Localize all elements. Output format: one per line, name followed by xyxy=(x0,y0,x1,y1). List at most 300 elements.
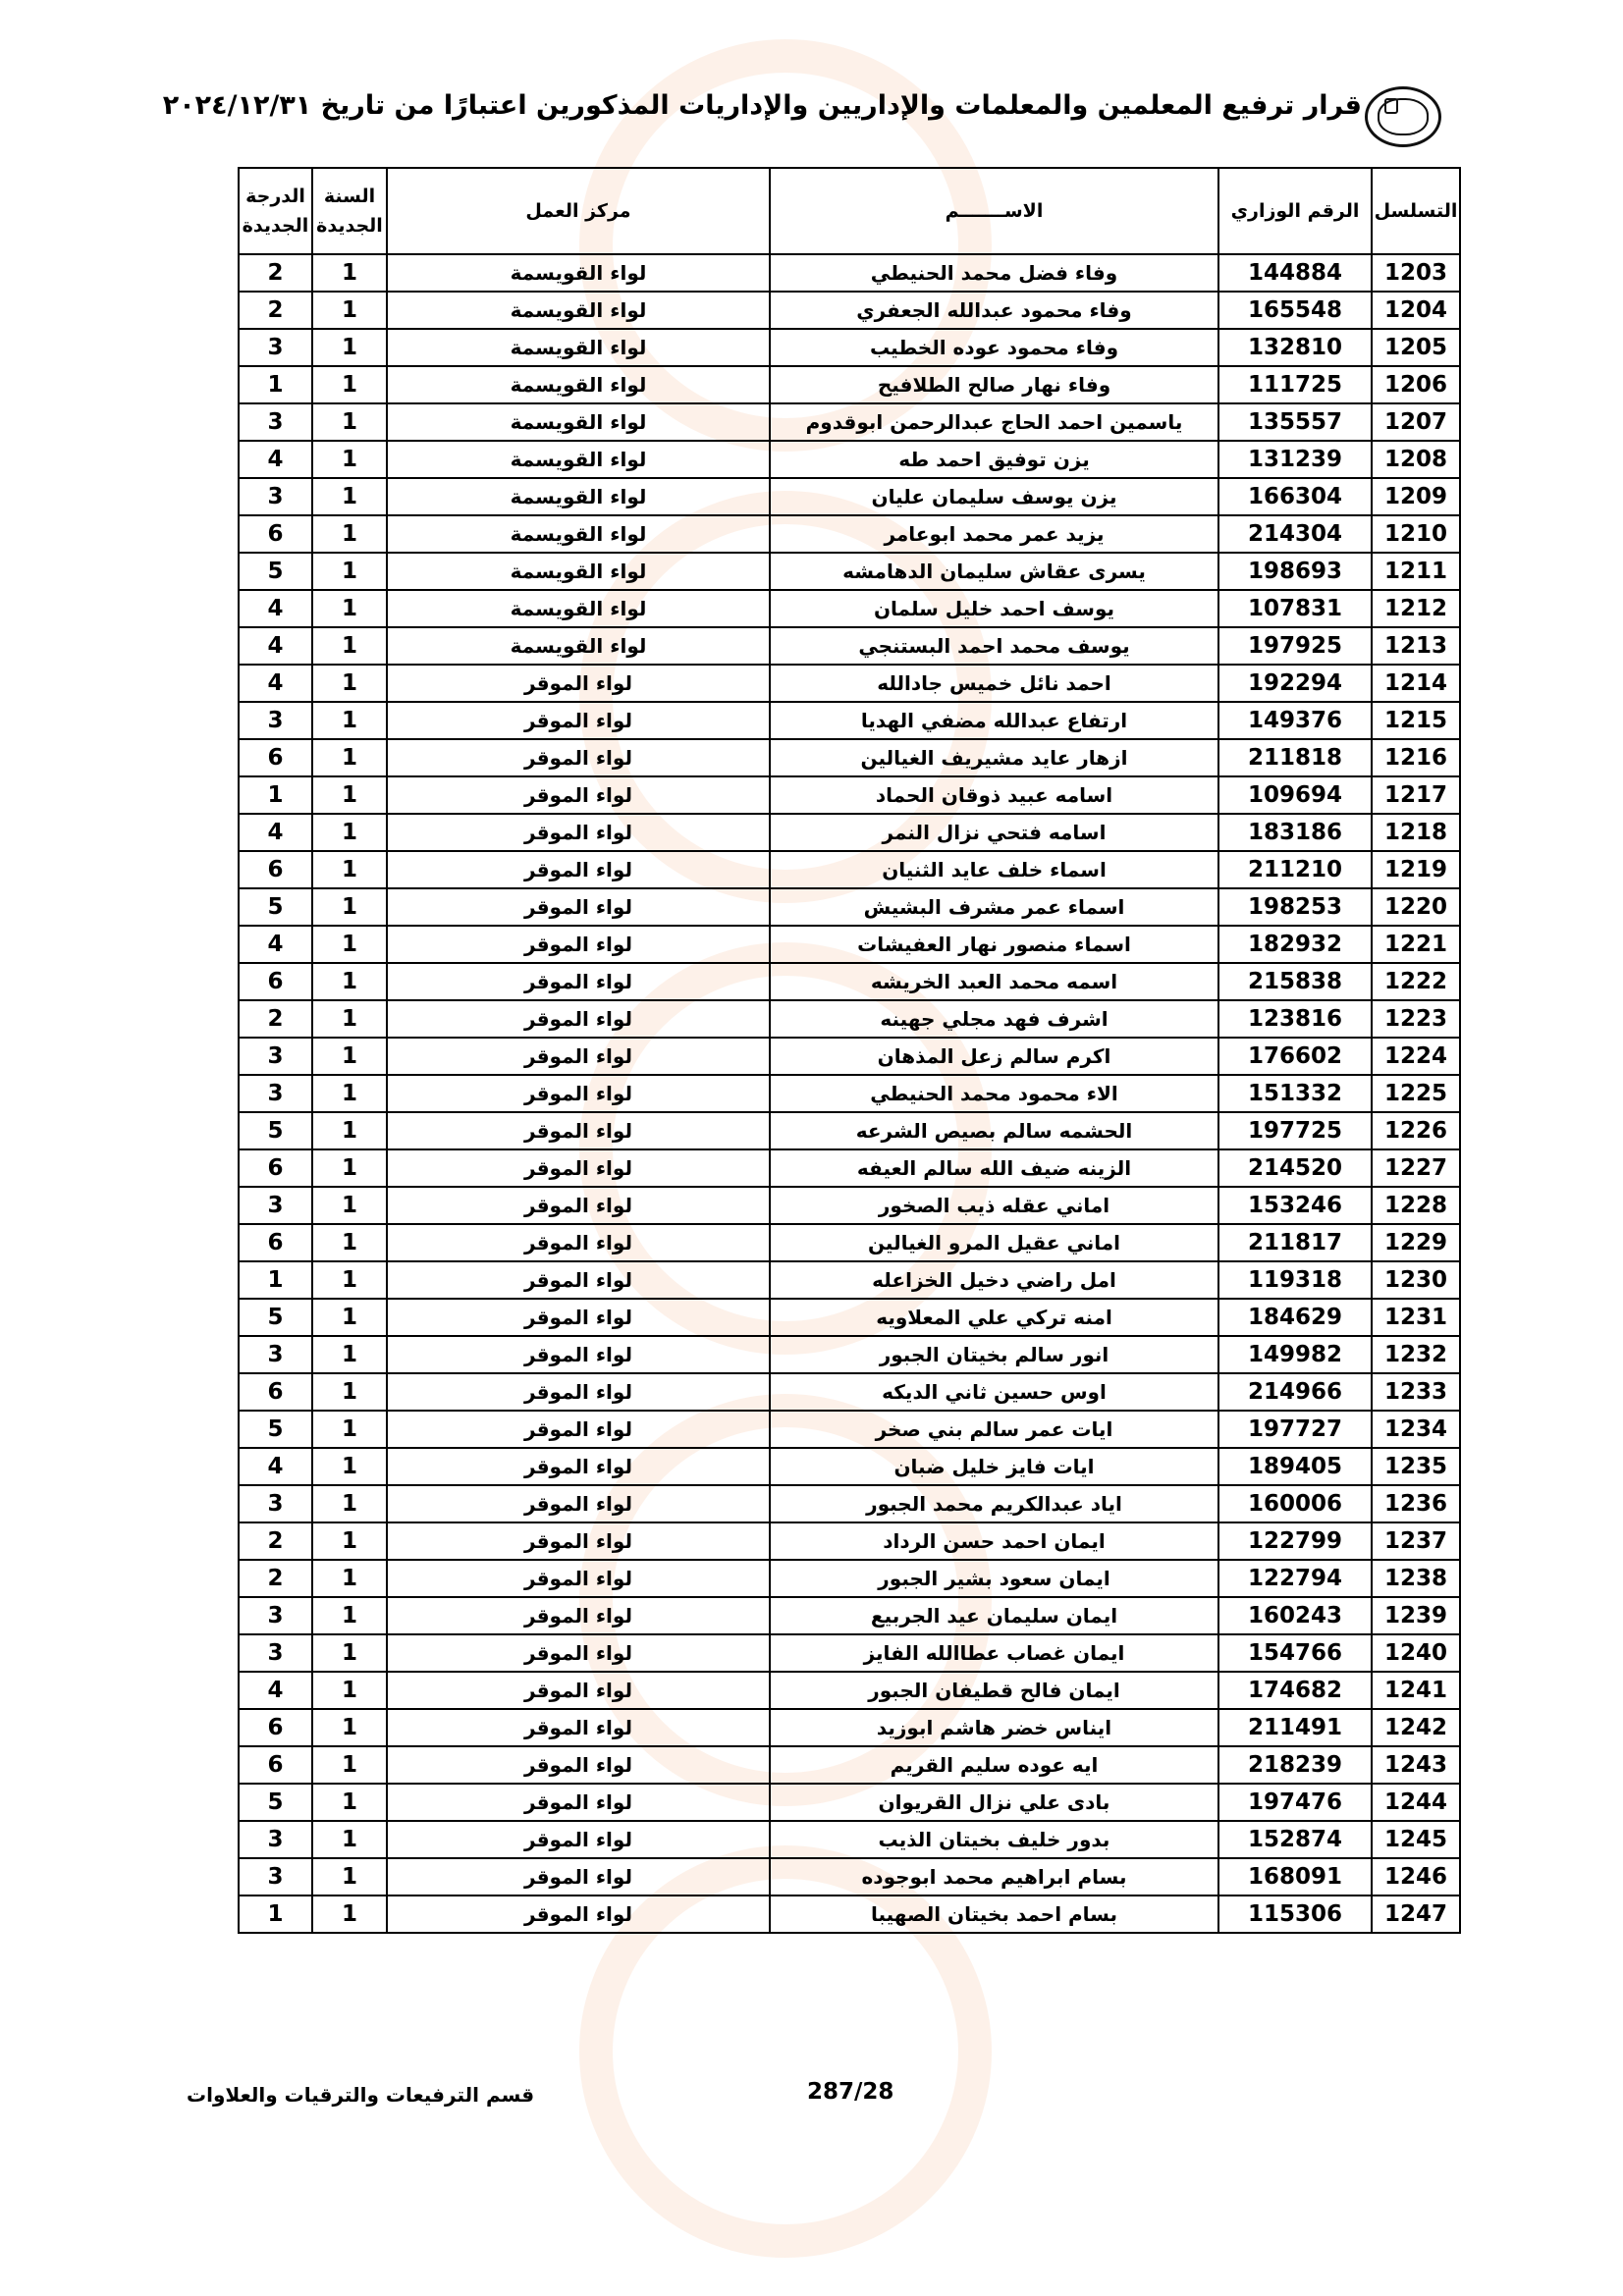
cell-serial: 1231 xyxy=(1372,1299,1460,1336)
cell-ministry-no: 132810 xyxy=(1218,329,1372,366)
table-row xyxy=(239,1075,1460,1112)
cell-name: اماني عقله ذيب الصخور xyxy=(770,1187,1218,1224)
cell-new-year: 1 xyxy=(312,1896,387,1933)
cell-workplace: لواء الموقر xyxy=(387,1000,770,1038)
cell-new-grade: 4 xyxy=(239,441,312,478)
cell-serial: 1239 xyxy=(1372,1597,1460,1634)
cell-workplace: لواء الموقر xyxy=(387,665,770,702)
cell-name: الزينه ضيف الله سالم العيفه xyxy=(770,1149,1218,1187)
cell-ministry-no: 214966 xyxy=(1218,1373,1372,1411)
cell-ministry-no: 109694 xyxy=(1218,776,1372,814)
cell-new-grade: 3 xyxy=(239,478,312,515)
cell-serial: 1226 xyxy=(1372,1112,1460,1149)
cell-ministry-no: 214304 xyxy=(1218,515,1372,553)
table-row xyxy=(239,1560,1460,1597)
cell-new-grade: 1 xyxy=(239,776,312,814)
table-row xyxy=(239,963,1460,1000)
cell-serial: 1229 xyxy=(1372,1224,1460,1261)
cell-name: امنه تركي علي المعلاويه xyxy=(770,1299,1218,1336)
cell-new-year: 1 xyxy=(312,1000,387,1038)
cell-name: بادى علي نزال القريوان xyxy=(770,1784,1218,1821)
cell-serial: 1245 xyxy=(1372,1821,1460,1858)
cell-name: ايمان سليمان عيد الجربيع xyxy=(770,1597,1218,1634)
cell-name: يزن توفيق احمد طه xyxy=(770,441,1218,478)
table-row xyxy=(239,329,1460,366)
cell-new-grade: 3 xyxy=(239,403,312,441)
col-header-workplace: مركز العمل xyxy=(387,168,770,254)
cell-workplace: لواء القويسمة xyxy=(387,441,770,478)
col-header-ministry-no: الرقم الوزاري xyxy=(1218,168,1372,254)
cell-name: ياسمين احمد الحاج عبدالرحمن ابوقدوم xyxy=(770,403,1218,441)
cell-new-grade: 6 xyxy=(239,851,312,888)
table-row xyxy=(239,553,1460,590)
table-row xyxy=(239,254,1460,292)
cell-new-grade: 6 xyxy=(239,739,312,776)
cell-workplace: لواء الموقر xyxy=(387,1149,770,1187)
cell-new-year: 1 xyxy=(312,590,387,627)
cell-serial: 1242 xyxy=(1372,1709,1460,1746)
cell-workplace: لواء القويسمة xyxy=(387,553,770,590)
table-row xyxy=(239,1373,1460,1411)
cell-serial: 1227 xyxy=(1372,1149,1460,1187)
cell-new-year: 1 xyxy=(312,814,387,851)
cell-workplace: لواء الموقر xyxy=(387,1634,770,1672)
table-row xyxy=(239,1746,1460,1784)
cell-ministry-no: 165548 xyxy=(1218,292,1372,329)
cell-new-year: 1 xyxy=(312,1261,387,1299)
cell-serial: 1219 xyxy=(1372,851,1460,888)
cell-ministry-no: 115306 xyxy=(1218,1896,1372,1933)
cell-new-grade: 4 xyxy=(239,1448,312,1485)
cell-new-year: 1 xyxy=(312,329,387,366)
cell-new-grade: 6 xyxy=(239,963,312,1000)
cell-new-year: 1 xyxy=(312,926,387,963)
cell-serial: 1222 xyxy=(1372,963,1460,1000)
cell-new-year: 1 xyxy=(312,254,387,292)
col-header-serial: التسلسل xyxy=(1372,168,1460,254)
table-row xyxy=(239,1112,1460,1149)
cell-workplace: لواء الموقر xyxy=(387,1858,770,1896)
cell-serial: 1209 xyxy=(1372,478,1460,515)
cell-ministry-no: 183186 xyxy=(1218,814,1372,851)
cell-name: ايات عمر سالم بني صخر xyxy=(770,1411,1218,1448)
cell-ministry-no: 160243 xyxy=(1218,1597,1372,1634)
table-row xyxy=(239,1597,1460,1634)
cell-ministry-no: 107831 xyxy=(1218,590,1372,627)
table-row xyxy=(239,1261,1460,1299)
cell-name: الاء محمود محمد الحنيطي xyxy=(770,1075,1218,1112)
table-row xyxy=(239,1149,1460,1187)
cell-serial: 1206 xyxy=(1372,366,1460,403)
cell-workplace: لواء القويسمة xyxy=(387,254,770,292)
cell-name: بسام ابراهيم محمد ابوجوده xyxy=(770,1858,1218,1896)
table-row xyxy=(239,366,1460,403)
table-row xyxy=(239,1784,1460,1821)
cell-name: اسماء خلف عايد الثنيان xyxy=(770,851,1218,888)
cell-name: ايه عوده سليم القريم xyxy=(770,1746,1218,1784)
cell-new-grade: 3 xyxy=(239,1187,312,1224)
cell-serial: 1246 xyxy=(1372,1858,1460,1896)
cell-new-grade: 3 xyxy=(239,1336,312,1373)
cell-serial: 1220 xyxy=(1372,888,1460,926)
cell-serial: 1247 xyxy=(1372,1896,1460,1933)
col-header-new-year: السنة الجديدة xyxy=(312,168,387,254)
cell-ministry-no: 211817 xyxy=(1218,1224,1372,1261)
cell-new-year: 1 xyxy=(312,403,387,441)
cell-serial: 1244 xyxy=(1372,1784,1460,1821)
cell-new-year: 1 xyxy=(312,1597,387,1634)
table-row xyxy=(239,888,1460,926)
cell-serial: 1207 xyxy=(1372,403,1460,441)
cell-name: بسام احمد بخيتان الصهيبا xyxy=(770,1896,1218,1933)
cell-ministry-no: 197727 xyxy=(1218,1411,1372,1448)
cell-name: ايات فايز خليل ضبان xyxy=(770,1448,1218,1485)
cell-name: يوسف احمد خليل سلمان xyxy=(770,590,1218,627)
cell-ministry-no: 182932 xyxy=(1218,926,1372,963)
cell-new-year: 1 xyxy=(312,1075,387,1112)
table-row xyxy=(239,1038,1460,1075)
cell-ministry-no: 131239 xyxy=(1218,441,1372,478)
cell-workplace: لواء الموقر xyxy=(387,1784,770,1821)
table-row xyxy=(239,627,1460,665)
cell-workplace: لواء الموقر xyxy=(387,702,770,739)
cell-new-grade: 4 xyxy=(239,590,312,627)
cell-name: ارتفاع عبدالله مضفي الهديا xyxy=(770,702,1218,739)
cell-serial: 1237 xyxy=(1372,1522,1460,1560)
cell-workplace: لواء القويسمة xyxy=(387,478,770,515)
table-row xyxy=(239,702,1460,739)
cell-new-grade: 4 xyxy=(239,1672,312,1709)
cell-ministry-no: 184629 xyxy=(1218,1299,1372,1336)
cell-new-grade: 2 xyxy=(239,254,312,292)
cell-new-year: 1 xyxy=(312,366,387,403)
cell-ministry-no: 197925 xyxy=(1218,627,1372,665)
cell-workplace: لواء الموقر xyxy=(387,1336,770,1373)
cell-serial: 1241 xyxy=(1372,1672,1460,1709)
cell-new-year: 1 xyxy=(312,1373,387,1411)
cell-new-year: 1 xyxy=(312,665,387,702)
cell-name: اسمه محمد العبد الخريشه xyxy=(770,963,1218,1000)
cell-workplace: لواء القويسمة xyxy=(387,292,770,329)
cell-new-grade: 6 xyxy=(239,1746,312,1784)
cell-serial: 1204 xyxy=(1372,292,1460,329)
cell-new-grade: 3 xyxy=(239,1038,312,1075)
cell-new-grade: 2 xyxy=(239,1522,312,1560)
table-row xyxy=(239,1336,1460,1373)
cell-new-grade: 3 xyxy=(239,1597,312,1634)
table-row xyxy=(239,403,1460,441)
cell-new-year: 1 xyxy=(312,553,387,590)
cell-workplace: لواء الموقر xyxy=(387,1821,770,1858)
cell-new-year: 1 xyxy=(312,1299,387,1336)
cell-serial: 1212 xyxy=(1372,590,1460,627)
cell-workplace: لواء القويسمة xyxy=(387,590,770,627)
cell-new-grade: 6 xyxy=(239,515,312,553)
cell-ministry-no: 197476 xyxy=(1218,1784,1372,1821)
table-row xyxy=(239,851,1460,888)
cell-new-grade: 4 xyxy=(239,926,312,963)
cell-serial: 1221 xyxy=(1372,926,1460,963)
cell-serial: 1233 xyxy=(1372,1373,1460,1411)
cell-serial: 1218 xyxy=(1372,814,1460,851)
promotion-table xyxy=(238,167,1461,1934)
table-row xyxy=(239,1485,1460,1522)
cell-new-grade: 3 xyxy=(239,702,312,739)
cell-name: الحشمه سالم بصيص الشرعه xyxy=(770,1112,1218,1149)
page-title: قرار ترفيع المعلمين والمعلمات والإداريين والإداريات المذكورين اعتبارًا من تاريخ ٢٠٢٤/١٢/٣١ xyxy=(162,90,1362,121)
cell-workplace: لواء الموقر xyxy=(387,1672,770,1709)
cell-new-grade: 4 xyxy=(239,665,312,702)
cell-workplace: لواء الموقر xyxy=(387,1448,770,1485)
cell-workplace: لواء الموقر xyxy=(387,1597,770,1634)
cell-ministry-no: 135557 xyxy=(1218,403,1372,441)
cell-name: وفاء نهار صالح الطلافيح xyxy=(770,366,1218,403)
table-row xyxy=(239,1187,1460,1224)
cell-serial: 1217 xyxy=(1372,776,1460,814)
cell-name: اوس حسين ثاني الديكه xyxy=(770,1373,1218,1411)
cell-workplace: لواء الموقر xyxy=(387,1411,770,1448)
cell-serial: 1208 xyxy=(1372,441,1460,478)
cell-workplace: لواء الموقر xyxy=(387,1373,770,1411)
table-row xyxy=(239,441,1460,478)
cell-ministry-no: 122799 xyxy=(1218,1522,1372,1560)
col-header-name: الاســـــــم xyxy=(770,168,1218,254)
cell-new-grade: 4 xyxy=(239,814,312,851)
table-row xyxy=(239,1522,1460,1560)
cell-new-grade: 2 xyxy=(239,1000,312,1038)
cell-new-year: 1 xyxy=(312,776,387,814)
table-row xyxy=(239,926,1460,963)
cell-ministry-no: 211491 xyxy=(1218,1709,1372,1746)
cell-name: بدور خليف بخيتان الذيب xyxy=(770,1821,1218,1858)
cell-name: ازهار عايد مشيريف الغيالين xyxy=(770,739,1218,776)
table-row xyxy=(239,665,1460,702)
cell-new-grade: 5 xyxy=(239,1411,312,1448)
cell-name: اماني عقيل المرو الغيالين xyxy=(770,1224,1218,1261)
cell-name: ايمان سعود بشير الجبور xyxy=(770,1560,1218,1597)
cell-new-year: 1 xyxy=(312,1858,387,1896)
cell-ministry-no: 144884 xyxy=(1218,254,1372,292)
cell-name: يوسف محمد احمد البستنجي xyxy=(770,627,1218,665)
cell-new-grade: 3 xyxy=(239,1075,312,1112)
cell-new-year: 1 xyxy=(312,702,387,739)
cell-new-year: 1 xyxy=(312,888,387,926)
cell-name: احمد نائل خميس جادالله xyxy=(770,665,1218,702)
cell-new-year: 1 xyxy=(312,1112,387,1149)
cell-ministry-no: 218239 xyxy=(1218,1746,1372,1784)
table-row xyxy=(239,478,1460,515)
cell-serial: 1236 xyxy=(1372,1485,1460,1522)
cell-workplace: لواء الموقر xyxy=(387,739,770,776)
cell-new-grade: 3 xyxy=(239,1821,312,1858)
cell-name: اكرم سالم زعل المذهان xyxy=(770,1038,1218,1075)
cell-name: يسرى عقاش سليمان الدهامشه xyxy=(770,553,1218,590)
cell-ministry-no: 168091 xyxy=(1218,1858,1372,1896)
cell-workplace: لواء الموقر xyxy=(387,963,770,1000)
cell-ministry-no: 151332 xyxy=(1218,1075,1372,1112)
cell-workplace: لواء الموقر xyxy=(387,1112,770,1149)
table-row xyxy=(239,814,1460,851)
cell-ministry-no: 197725 xyxy=(1218,1112,1372,1149)
cell-serial: 1216 xyxy=(1372,739,1460,776)
cell-new-year: 1 xyxy=(312,292,387,329)
cell-new-year: 1 xyxy=(312,1485,387,1522)
cell-new-grade: 5 xyxy=(239,1112,312,1149)
cell-workplace: لواء القويسمة xyxy=(387,627,770,665)
cell-workplace: لواء الموقر xyxy=(387,1224,770,1261)
cell-new-year: 1 xyxy=(312,1672,387,1709)
cell-ministry-no: 192294 xyxy=(1218,665,1372,702)
table-row xyxy=(239,1634,1460,1672)
cell-new-year: 1 xyxy=(312,1821,387,1858)
cell-workplace: لواء الموقر xyxy=(387,926,770,963)
cell-new-year: 1 xyxy=(312,441,387,478)
cell-new-year: 1 xyxy=(312,1038,387,1075)
cell-new-year: 1 xyxy=(312,1709,387,1746)
cell-workplace: لواء الموقر xyxy=(387,1709,770,1746)
cell-new-grade: 6 xyxy=(239,1149,312,1187)
cell-workplace: لواء القويسمة xyxy=(387,366,770,403)
table-row xyxy=(239,1672,1460,1709)
cell-workplace: لواء الموقر xyxy=(387,1261,770,1299)
cell-new-grade: 6 xyxy=(239,1224,312,1261)
cell-ministry-no: 149982 xyxy=(1218,1336,1372,1373)
cell-name: ايمان غصاب عطاالله الفايز xyxy=(770,1634,1218,1672)
cell-ministry-no: 176602 xyxy=(1218,1038,1372,1075)
cell-new-year: 1 xyxy=(312,1634,387,1672)
cell-serial: 1211 xyxy=(1372,553,1460,590)
cell-workplace: لواء الموقر xyxy=(387,851,770,888)
cell-ministry-no: 119318 xyxy=(1218,1261,1372,1299)
cell-new-year: 1 xyxy=(312,627,387,665)
cell-workplace: لواء القويسمة xyxy=(387,515,770,553)
cell-ministry-no: 215838 xyxy=(1218,963,1372,1000)
table-header-row xyxy=(239,168,1460,254)
cell-new-year: 1 xyxy=(312,1149,387,1187)
cell-ministry-no: 214520 xyxy=(1218,1149,1372,1187)
cell-workplace: لواء الموقر xyxy=(387,1522,770,1560)
cell-ministry-no: 166304 xyxy=(1218,478,1372,515)
cell-new-year: 1 xyxy=(312,1522,387,1560)
cell-ministry-no: 160006 xyxy=(1218,1485,1372,1522)
table-row xyxy=(239,1411,1460,1448)
cell-name: وفاء فضل محمد الحنيطي xyxy=(770,254,1218,292)
cell-new-grade: 6 xyxy=(239,1709,312,1746)
cell-new-grade: 2 xyxy=(239,1560,312,1597)
cell-name: اشرف فهد مجلي جهينه xyxy=(770,1000,1218,1038)
cell-serial: 1243 xyxy=(1372,1746,1460,1784)
cell-new-year: 1 xyxy=(312,1411,387,1448)
cell-serial: 1205 xyxy=(1372,329,1460,366)
ministry-emblem-icon xyxy=(1365,86,1441,147)
table-row xyxy=(239,1709,1460,1746)
table-row xyxy=(239,1224,1460,1261)
cell-ministry-no: 153246 xyxy=(1218,1187,1372,1224)
cell-name: وفاء محمود عوده الخطيب xyxy=(770,329,1218,366)
cell-new-year: 1 xyxy=(312,1560,387,1597)
cell-serial: 1230 xyxy=(1372,1261,1460,1299)
table-row xyxy=(239,515,1460,553)
cell-serial: 1224 xyxy=(1372,1038,1460,1075)
cell-ministry-no: 111725 xyxy=(1218,366,1372,403)
cell-ministry-no: 174682 xyxy=(1218,1672,1372,1709)
cell-serial: 1238 xyxy=(1372,1560,1460,1597)
cell-new-year: 1 xyxy=(312,739,387,776)
cell-serial: 1223 xyxy=(1372,1000,1460,1038)
cell-serial: 1234 xyxy=(1372,1411,1460,1448)
cell-workplace: لواء الموقر xyxy=(387,1746,770,1784)
cell-serial: 1213 xyxy=(1372,627,1460,665)
col-header-new-grade: الدرجة الجديدة xyxy=(239,168,312,254)
cell-name: ايناس خضر هاشم ابوزيد xyxy=(770,1709,1218,1746)
cell-workplace: لواء الموقر xyxy=(387,1560,770,1597)
cell-name: اسماء عمر مشرف البشيش xyxy=(770,888,1218,926)
cell-workplace: لواء الموقر xyxy=(387,1075,770,1112)
cell-name: اسماء منصور نهار العفيشات xyxy=(770,926,1218,963)
table-row xyxy=(239,1299,1460,1336)
table-row xyxy=(239,1000,1460,1038)
cell-ministry-no: 152874 xyxy=(1218,1821,1372,1858)
cell-new-grade: 1 xyxy=(239,1896,312,1933)
cell-workplace: لواء الموقر xyxy=(387,1896,770,1933)
table-row xyxy=(239,776,1460,814)
cell-name: يزن يوسف سليمان عليان xyxy=(770,478,1218,515)
cell-ministry-no: 198693 xyxy=(1218,553,1372,590)
cell-ministry-no: 122794 xyxy=(1218,1560,1372,1597)
cell-new-grade: 5 xyxy=(239,1784,312,1821)
cell-name: امل راضي دخيل الخزاعله xyxy=(770,1261,1218,1299)
cell-name: يزيد عمر محمد ابوعامر xyxy=(770,515,1218,553)
cell-new-year: 1 xyxy=(312,1784,387,1821)
cell-name: اسامه عبيد ذوقان الحماد xyxy=(770,776,1218,814)
cell-serial: 1203 xyxy=(1372,254,1460,292)
cell-new-year: 1 xyxy=(312,515,387,553)
cell-ministry-no: 154766 xyxy=(1218,1634,1372,1672)
cell-ministry-no: 123816 xyxy=(1218,1000,1372,1038)
cell-serial: 1235 xyxy=(1372,1448,1460,1485)
table-row xyxy=(239,1896,1460,1933)
cell-ministry-no: 189405 xyxy=(1218,1448,1372,1485)
cell-workplace: لواء الموقر xyxy=(387,1485,770,1522)
cell-ministry-no: 198253 xyxy=(1218,888,1372,926)
cell-workplace: لواء الموقر xyxy=(387,814,770,851)
cell-serial: 1240 xyxy=(1372,1634,1460,1672)
cell-new-year: 1 xyxy=(312,1448,387,1485)
cell-new-year: 1 xyxy=(312,851,387,888)
cell-workplace: لواء الموقر xyxy=(387,1299,770,1336)
cell-name: اياد عبدالكريم محمد الجبور xyxy=(770,1485,1218,1522)
cell-new-grade: 6 xyxy=(239,1373,312,1411)
cell-new-year: 1 xyxy=(312,1746,387,1784)
cell-new-year: 1 xyxy=(312,963,387,1000)
cell-new-year: 1 xyxy=(312,1336,387,1373)
cell-new-year: 1 xyxy=(312,1224,387,1261)
cell-ministry-no: 149376 xyxy=(1218,702,1372,739)
cell-serial: 1210 xyxy=(1372,515,1460,553)
cell-name: ايمان احمد حسن الرداد xyxy=(770,1522,1218,1560)
table-row xyxy=(239,1448,1460,1485)
cell-name: وفاء محمود عبدالله الجعفري xyxy=(770,292,1218,329)
table-row xyxy=(239,1821,1460,1858)
cell-ministry-no: 211210 xyxy=(1218,851,1372,888)
cell-workplace: لواء الموقر xyxy=(387,888,770,926)
cell-workplace: لواء القويسمة xyxy=(387,329,770,366)
cell-new-grade: 3 xyxy=(239,1485,312,1522)
table-row xyxy=(239,590,1460,627)
page-number: 287/28 xyxy=(807,2079,894,2105)
footer-department: قسم الترفيعات والترقيات والعلاوات xyxy=(187,2083,535,2107)
cell-new-grade: 2 xyxy=(239,292,312,329)
